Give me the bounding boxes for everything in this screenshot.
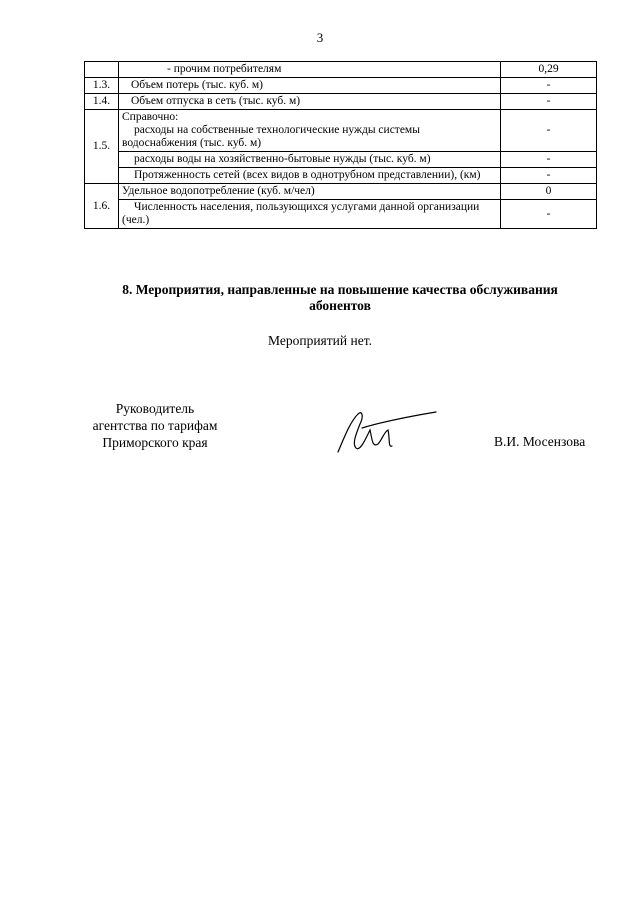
row-value: -	[501, 200, 597, 229]
reference-label: Справочно:	[122, 111, 179, 123]
row-description: Объем потерь (тыс. куб. м)	[119, 78, 501, 94]
handwritten-signature	[332, 408, 442, 458]
row-number: 1.5.	[85, 110, 119, 184]
row-description: Объем отпуска в сеть (тыс. куб. м)	[119, 94, 501, 110]
table-row	[85, 200, 597, 229]
row-value: -	[501, 168, 597, 184]
table-row	[85, 78, 597, 94]
row-value: -	[501, 94, 597, 110]
row-value: -	[501, 78, 597, 94]
row-description: Удельное водопотребление (куб. м/чел)	[119, 184, 501, 200]
row-number: 1.4.	[85, 94, 119, 110]
row-value: -	[501, 152, 597, 168]
row-number: 1.3.	[85, 78, 119, 94]
table-row	[85, 184, 597, 200]
row-description: расходы воды на хозяйственно-бытовые нужды (тыс. куб. м)	[119, 152, 501, 168]
table-row	[85, 168, 597, 184]
no-measures-text: Мероприятий нет.	[268, 333, 372, 348]
row-value: -	[501, 110, 597, 152]
signatory-name: В.И. Мосензова	[494, 434, 586, 449]
signatory-title-line: Руководитель	[115, 401, 195, 416]
data-table	[84, 61, 597, 229]
row-number	[85, 62, 119, 78]
table-row	[85, 94, 597, 110]
row-value: 0	[501, 184, 597, 200]
row-value: 0,29	[501, 62, 597, 78]
row-description	[119, 110, 501, 152]
row-number: 1.6.	[85, 184, 119, 229]
row-description: Численность населения, пользующихся услугами данной организации (чел.)	[119, 200, 501, 229]
table-row	[85, 110, 597, 152]
row-description: - прочим потребителям	[119, 62, 501, 78]
reference-item-text: расходы на собственные технологические нужды системы водоснабжения (тыс. куб. м)	[122, 124, 420, 149]
section-heading: 8. Мероприятия, направленные на повышение качества обслуживания абонентов	[122, 282, 558, 313]
signatory-title-line: Приморского края	[102, 435, 208, 450]
row-description: Протяженность сетей (всех видов в однотрубном представлении), (км)	[119, 168, 501, 184]
table-row	[85, 152, 597, 168]
table-row	[85, 62, 597, 78]
page-number: 3	[316, 30, 324, 45]
signatory-title-line: агентства по тарифам	[92, 418, 218, 433]
signatory-title	[76, 400, 234, 451]
